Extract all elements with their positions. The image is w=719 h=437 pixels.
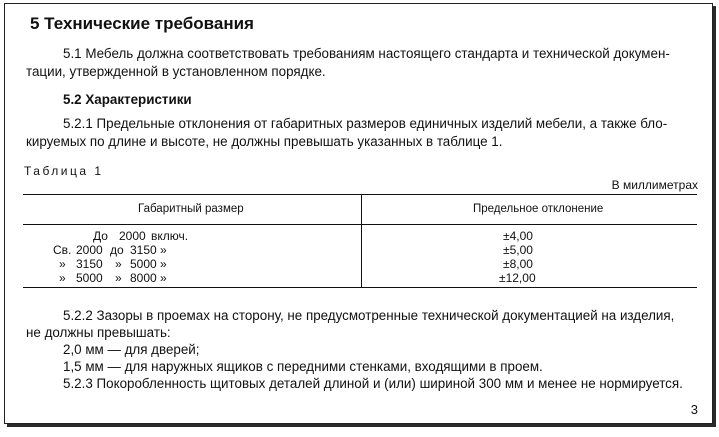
paragraph-5-2-2-item-1: 2,0 мм — для дверей; xyxy=(63,342,200,357)
page-number: 3 xyxy=(690,402,698,417)
cell-from: 3150 xyxy=(76,257,103,271)
table-row xyxy=(23,229,697,243)
cell-prefix: Св. xyxy=(53,243,72,257)
cell-from: 5000 xyxy=(76,271,103,285)
tolerance-table xyxy=(23,194,697,288)
paragraph-5-2-2-line-2: не должны превышать: xyxy=(26,325,171,340)
cell-sep: » xyxy=(115,257,122,271)
cell-sep: до xyxy=(110,243,124,257)
document-page xyxy=(4,3,713,424)
table-row xyxy=(23,271,697,285)
table-header-size: Габаритный размер xyxy=(138,203,244,215)
cell-from: 2000 xyxy=(119,229,146,243)
table-caption: Таблица 1 xyxy=(24,164,104,178)
section-title: 5 Технические требования xyxy=(30,14,254,33)
table-header-deviation: Предельное отклонение xyxy=(473,203,604,215)
cell-to: 3150 » xyxy=(130,243,167,257)
table-units: В миллиметрах xyxy=(611,178,698,192)
paragraph-5-2-2-item-2: 1,5 мм — для наружных ящиков с передними стенками, входящими в проем. xyxy=(63,359,543,374)
cell-to: включ. xyxy=(151,229,189,243)
cell-to: 5000 » xyxy=(130,257,167,271)
cell-value: ±5,00 xyxy=(503,243,533,257)
cell-from: 2000 xyxy=(76,243,103,257)
cell-to: 8000 » xyxy=(130,271,167,285)
table-row xyxy=(23,257,697,271)
paragraph-5-2-3: 5.2.3 Покоробленность щитовых деталей длиной и (или) шириной 300 мм и менее не нормируется. xyxy=(63,376,683,391)
subsection-heading-5-2: 5.2 Характеристики xyxy=(63,92,192,107)
cell-value: ±8,00 xyxy=(503,257,533,271)
paragraph-5-2-2-line-1: 5.2.2 Зазоры в проемах на сторону, не предусмотренные технической документацией на изделия, xyxy=(63,308,675,323)
cell-value: ±4,00 xyxy=(503,229,533,243)
paragraph-5-2-1-line-2: кируемых по длине и высоте, не должны превышать указанных в таблице 1. xyxy=(26,134,503,149)
table-row xyxy=(23,243,697,257)
cell-value: ±12,00 xyxy=(499,271,536,285)
paragraph-5-1-line-2: тации, утвержденной в установленном порядке. xyxy=(26,64,326,79)
table-header-divider xyxy=(23,224,697,225)
paragraph-5-1-line-1: 5.1 Мебель должна соответствовать требованиям настоящего стандарта и технической докумен- xyxy=(63,46,670,61)
cell-sep: » xyxy=(115,271,122,285)
paragraph-5-2-1-line-1: 5.2.1 Предельные отклонения от габаритных размеров единичных изделий мебели, а также бло- xyxy=(63,116,668,131)
cell-prefix: » xyxy=(59,271,66,285)
cell-prefix: » xyxy=(59,257,66,271)
cell-prefix: До xyxy=(93,229,108,243)
